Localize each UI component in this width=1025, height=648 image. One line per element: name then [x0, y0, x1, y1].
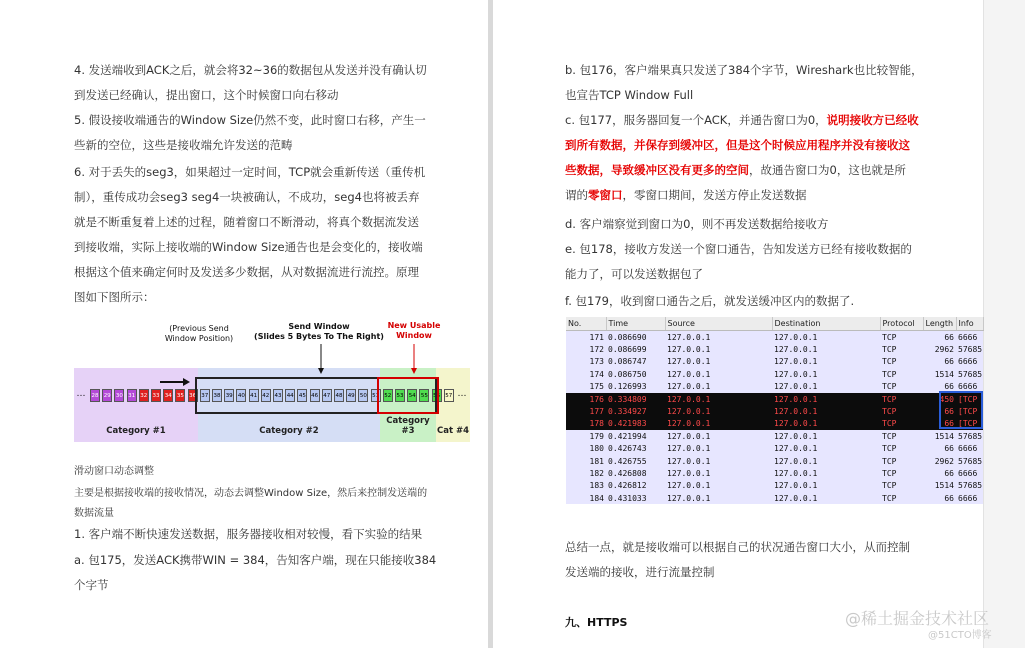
sequence-cell: 42 [261, 389, 271, 402]
left-page [0, 0, 488, 648]
section-heading-https: 九、HTTPS [565, 616, 628, 629]
text-line: 个字节 [74, 578, 109, 592]
arrowhead [183, 378, 190, 386]
cell-no: 183 [566, 480, 606, 492]
arrowhead [318, 368, 324, 374]
cell-no: 178 [566, 418, 606, 430]
cell-time: 0.426812 [606, 480, 665, 492]
cell-time: 0.421983 [606, 418, 665, 430]
highlight-text: 些数据，导致缓冲区没有更多的空间 [565, 163, 749, 177]
cell-src: 127.0.0.1 [665, 405, 772, 417]
table-row[interactable] [566, 443, 983, 455]
text-line: 根据这个值来确定何时及发送多少数据，从对数据流进行流控。原理 [74, 265, 419, 279]
cell-src: 127.0.0.1 [665, 455, 772, 467]
text-line: b. 包176，客户端果真只发送了384个字节，Wireshark也比较智能， [565, 63, 923, 77]
annotation-line: (Slides 5 Bytes To The Right) [254, 332, 384, 341]
column-header-no[interactable]: No. [566, 317, 606, 331]
cell-info: 6666 [956, 356, 983, 368]
cell-info: [TCP [956, 405, 983, 417]
cell-time: 0.421994 [606, 430, 665, 442]
cell-proto: TCP [880, 443, 923, 455]
arrowhead [411, 368, 417, 374]
cell-proto: TCP [880, 343, 923, 355]
text-line: e. 包178，接收方发送一个窗口通告，告知发送方已经有接收数据的 [565, 242, 912, 256]
cell-proto: TCP [880, 480, 923, 492]
category-4-label: Cat #4 [436, 426, 470, 436]
sequence-cell: 47 [322, 389, 332, 402]
text-line: 发送端的接收，进行流量控制 [565, 565, 715, 579]
sequence-cell: 44 [285, 389, 295, 402]
cell-src: 127.0.0.1 [665, 467, 772, 479]
cell-len: 1514 [923, 480, 956, 492]
sequence-cell: 35 [175, 389, 185, 402]
cell-src: 127.0.0.1 [665, 418, 772, 430]
cell-info: [TCP [956, 393, 983, 405]
cell-info: 57685 [958, 481, 983, 491]
table-row[interactable] [566, 467, 983, 479]
paragraph-d: d. 客户端察觉到窗口为0，则不再发送数据给接收方 [565, 217, 829, 231]
cell-len: 66 [923, 356, 956, 368]
column-header-time[interactable]: Time [606, 317, 665, 331]
annotation-line: Window Position) [164, 334, 234, 343]
cell-proto: TCP [880, 393, 923, 405]
cell-dst: 127.0.0.1 [772, 467, 880, 479]
table-row[interactable] [566, 331, 983, 344]
cell-proto: TCP [880, 455, 923, 467]
cell-info: [TCP [956, 418, 983, 430]
highlight-text: 说明接收方已经收 [826, 113, 919, 127]
text-line: 数据流量 [74, 508, 114, 519]
text-span: 谓的 [565, 188, 588, 202]
cell-info: 6666 [956, 492, 983, 504]
cell-info: 6666 [956, 331, 983, 344]
column-header-info[interactable]: Info [956, 317, 983, 331]
cell-dst: 127.0.0.1 [772, 492, 880, 504]
cell-src: 127.0.0.1 [665, 393, 772, 405]
section-description [74, 484, 474, 524]
sequence-cell: 30 [114, 389, 124, 402]
cell-time: 0.426755 [606, 455, 665, 467]
cell-proto: TCP [880, 368, 923, 380]
table-row[interactable] [566, 393, 983, 405]
paragraph-a [74, 548, 474, 598]
paragraph-5 [74, 108, 474, 158]
cell-time: 0.126993 [606, 381, 665, 393]
cell-len: 66 [923, 467, 956, 479]
cell-src: 127.0.0.1 [665, 443, 772, 455]
sequence-cell: 49 [346, 389, 356, 402]
packet-rows [566, 331, 983, 505]
table-row[interactable] [566, 455, 983, 467]
text-line: 到发送已经确认，提出窗口，这个时候窗口向右移动 [74, 88, 339, 102]
cell-time: 0.086699 [606, 343, 665, 355]
category-3-label: Category #3 [386, 416, 430, 436]
column-header-protocol[interactable]: Protocol [880, 317, 923, 331]
annotation-line: (Previous Send [169, 324, 229, 333]
table-header-row [566, 317, 983, 331]
cell-no: 180 [566, 443, 606, 455]
sequence-cell: 53 [395, 389, 405, 402]
column-header-source[interactable]: Source [665, 317, 772, 331]
paragraph-6 [74, 160, 474, 310]
sequence-cell: 50 [358, 389, 368, 402]
cell-time: 0.086690 [606, 331, 665, 344]
table-row[interactable] [566, 418, 983, 430]
sequence-cell: 39 [224, 389, 234, 402]
text-line: 到接收端，实际上接收端的Window Size通告也是会变化的，接收端 [74, 240, 423, 254]
text-line: 主要是根据接收端的接收情况，动态去调整Window Size，然后来控制发送端的 [74, 488, 428, 499]
text-line: 制），重传成功会seg3 seg4一块被确认，不成功，seg4也将被丢弃 [74, 190, 420, 204]
text-line: 也宣告TCP Window Full [565, 88, 694, 102]
cell-dst: 127.0.0.1 [772, 418, 880, 430]
table-row[interactable] [566, 356, 983, 368]
cell-dst: 127.0.0.1 [772, 368, 880, 380]
paragraph-c [565, 108, 980, 208]
sequence-cell: 32 [139, 389, 149, 402]
cell-no: 174 [566, 368, 606, 380]
cell-no: 172 [566, 343, 606, 355]
cell-dst: 127.0.0.1 [772, 343, 880, 355]
usable-window-frame [377, 377, 439, 414]
scrollbar[interactable] [983, 0, 1025, 648]
sequence-cell: 51 [371, 389, 381, 402]
cell-src: 127.0.0.1 [665, 331, 772, 344]
cell-len: 66 [923, 418, 956, 430]
sequence-cell: 29 [102, 389, 112, 402]
cell-len: 1514 [923, 368, 956, 380]
column-header-destination[interactable]: Destination [772, 317, 880, 331]
cell-proto: TCP [880, 492, 923, 504]
sequence-cell: 33 [151, 389, 161, 402]
cell-no: 177 [566, 405, 606, 417]
cell-src: 127.0.0.1 [665, 356, 772, 368]
column-header-length[interactable]: Length [923, 317, 956, 331]
sequence-cell: 55 [419, 389, 429, 402]
cell-src: 127.0.0.1 [665, 381, 772, 393]
text-line: 些新的空位，这些是接收端允许发送的范畴 [74, 138, 293, 152]
sequence-cell: 38 [212, 389, 222, 402]
cell-proto: TCP [880, 418, 923, 430]
cell-dst: 127.0.0.1 [772, 405, 880, 417]
annotation-line: New Usable [387, 321, 441, 330]
cell-src: 127.0.0.1 [665, 343, 772, 355]
sequence-cell: 31 [127, 389, 137, 402]
cell-src: 127.0.0.1 [665, 480, 772, 492]
cell-src: 127.0.0.1 [665, 430, 772, 442]
cell-time: 0.086747 [606, 356, 665, 368]
cell-dst: 127.0.0.1 [772, 393, 880, 405]
paragraph-1: 1. 客户端不断快速发送数据，服务器接收相对较慢，看下实验的结果 [74, 527, 423, 541]
category-1-label: Category #1 [106, 426, 166, 436]
sequence-cell: 52 [383, 389, 393, 402]
section-title: 滑动窗口动态调整 [74, 466, 154, 477]
cell-proto: TCP [880, 331, 923, 344]
cell-info: 57685 [958, 456, 983, 466]
cell-info: 57685 [958, 345, 983, 355]
summary-paragraph [565, 535, 975, 585]
table-row[interactable] [566, 480, 983, 492]
cell-dst: 127.0.0.1 [772, 381, 880, 393]
sequence-cell: 54 [407, 389, 417, 402]
table-row[interactable] [566, 430, 983, 442]
sequence-cell: 37 [200, 389, 210, 402]
sliding-window-diagram [74, 318, 470, 442]
sequence-cell: 57 [444, 389, 454, 402]
cell-len: 66 [923, 443, 956, 455]
cell-len: 66 [923, 381, 956, 393]
wireshark-packet-table [566, 317, 984, 504]
text-span: c. 包177，服务器回复一个ACK，并通告窗口为0， [565, 113, 827, 127]
cell-dst: 127.0.0.1 [772, 331, 880, 344]
category-2-label: Category #2 [259, 426, 319, 436]
cell-no: 181 [566, 455, 606, 467]
cell-proto: TCP [880, 430, 923, 442]
table-row[interactable] [566, 381, 983, 393]
paragraph-e [565, 237, 975, 287]
annotation-line: Send Window [288, 322, 350, 331]
paragraph-f: f. 包179，收到窗口通告之后，就发送缓冲区内的数据了. [565, 294, 855, 308]
table-row[interactable] [566, 368, 983, 380]
cell-proto: TCP [880, 467, 923, 479]
cell-time: 0.426808 [606, 467, 665, 479]
text-line: 6. 对于丢失的seg3，如果超过一定时间，TCP就会重新传送（重传机 [74, 165, 426, 179]
sequence-cell: 40 [236, 389, 246, 402]
cell-no: 175 [566, 381, 606, 393]
cell-src: 127.0.0.1 [665, 492, 772, 504]
sequence-cell: 46 [310, 389, 320, 402]
text-line: 5. 假设接收端通告的Window Size仍然不变，此时窗口右移，产生一 [74, 113, 426, 127]
text-line: 能力了，可以发送数据包了 [565, 267, 703, 281]
cell-no: 179 [566, 430, 606, 442]
cell-time: 0.431033 [606, 492, 665, 504]
annotation-line: Window [396, 331, 432, 340]
ellipsis-right: … [457, 389, 467, 399]
paragraph-b [565, 58, 975, 108]
cell-len: 2962 [923, 455, 956, 467]
sequence-cell: 43 [273, 389, 283, 402]
cell-time: 0.426743 [606, 443, 665, 455]
cell-no: 182 [566, 467, 606, 479]
highlight-text: 到所有数据，并保存到缓冲区，但是这个时候应用程序并没有接收这 [565, 138, 910, 152]
cell-no: 176 [566, 393, 606, 405]
cell-dst: 127.0.0.1 [772, 430, 880, 442]
text-line: 总结一点，就是接收端可以根据自己的状况通告窗口大小，从而控制 [565, 540, 910, 554]
sequence-cell: 48 [334, 389, 344, 402]
cell-len: 66 [923, 492, 956, 504]
sequence-cell: 36 [188, 389, 198, 402]
table-row[interactable] [566, 492, 983, 504]
text-line: 图如下图所示： [74, 290, 155, 304]
cell-info: 57685 [958, 431, 983, 441]
cell-info: 6666 [956, 443, 983, 455]
text-line: 4. 发送端收到ACK之后，就会将32~36的数据包从发送并没有确认切 [74, 63, 427, 77]
text-line: 就是不断重复着上述的过程，随着窗口不断滑动，将真个数据流发送 [74, 215, 419, 229]
table-row[interactable] [566, 343, 983, 355]
ellipsis-left: … [76, 389, 86, 399]
watermark-sub: @51CTO博客 [928, 630, 992, 641]
cell-dst: 127.0.0.1 [772, 455, 880, 467]
cell-len: 450 [923, 393, 956, 405]
cell-proto: TCP [880, 381, 923, 393]
cell-no: 173 [566, 356, 606, 368]
cell-time: 0.334927 [606, 405, 665, 417]
cell-dst: 127.0.0.1 [772, 356, 880, 368]
cell-len: 66 [923, 405, 956, 417]
info-selection-box [939, 391, 983, 429]
cell-dst: 127.0.0.1 [772, 480, 880, 492]
text-line: a. 包175，发送ACK携带WIN = 384，告知客户端，现在只能接收384 [74, 553, 437, 567]
sequence-cell: 56 [432, 389, 442, 402]
cell-time: 0.086750 [606, 368, 665, 380]
cell-no: 171 [566, 331, 606, 344]
text-line [565, 158, 980, 183]
cell-proto: TCP [880, 356, 923, 368]
text-line [565, 183, 980, 208]
highlight-text: 零窗口 [588, 188, 623, 202]
cell-len: 66 [923, 331, 956, 344]
sequence-cell: 45 [297, 389, 307, 402]
cell-proto: TCP [880, 405, 923, 417]
cell-len: 1514 [923, 430, 956, 442]
text-span: ，零窗口期间，发送方停止发送数据 [622, 188, 807, 202]
cell-no: 184 [566, 492, 606, 504]
text-line [565, 108, 980, 133]
cell-dst: 127.0.0.1 [772, 443, 880, 455]
sequence-cell: 28 [90, 389, 100, 402]
cell-info: 6666 [956, 467, 983, 479]
sequence-cell: 34 [163, 389, 173, 402]
cell-src: 127.0.0.1 [665, 368, 772, 380]
paragraph-4 [74, 58, 474, 108]
sequence-cell: 41 [249, 389, 259, 402]
cell-time: 0.334809 [606, 393, 665, 405]
cell-info: 57685 [958, 369, 983, 379]
table-row[interactable] [566, 405, 983, 417]
cell-len: 2962 [923, 343, 956, 355]
text-span: ，故通告窗口为0，这也就是所 [749, 163, 906, 177]
cell-info: 6666 [956, 381, 983, 393]
watermark: @稀土掘金技术社区 [845, 609, 990, 628]
